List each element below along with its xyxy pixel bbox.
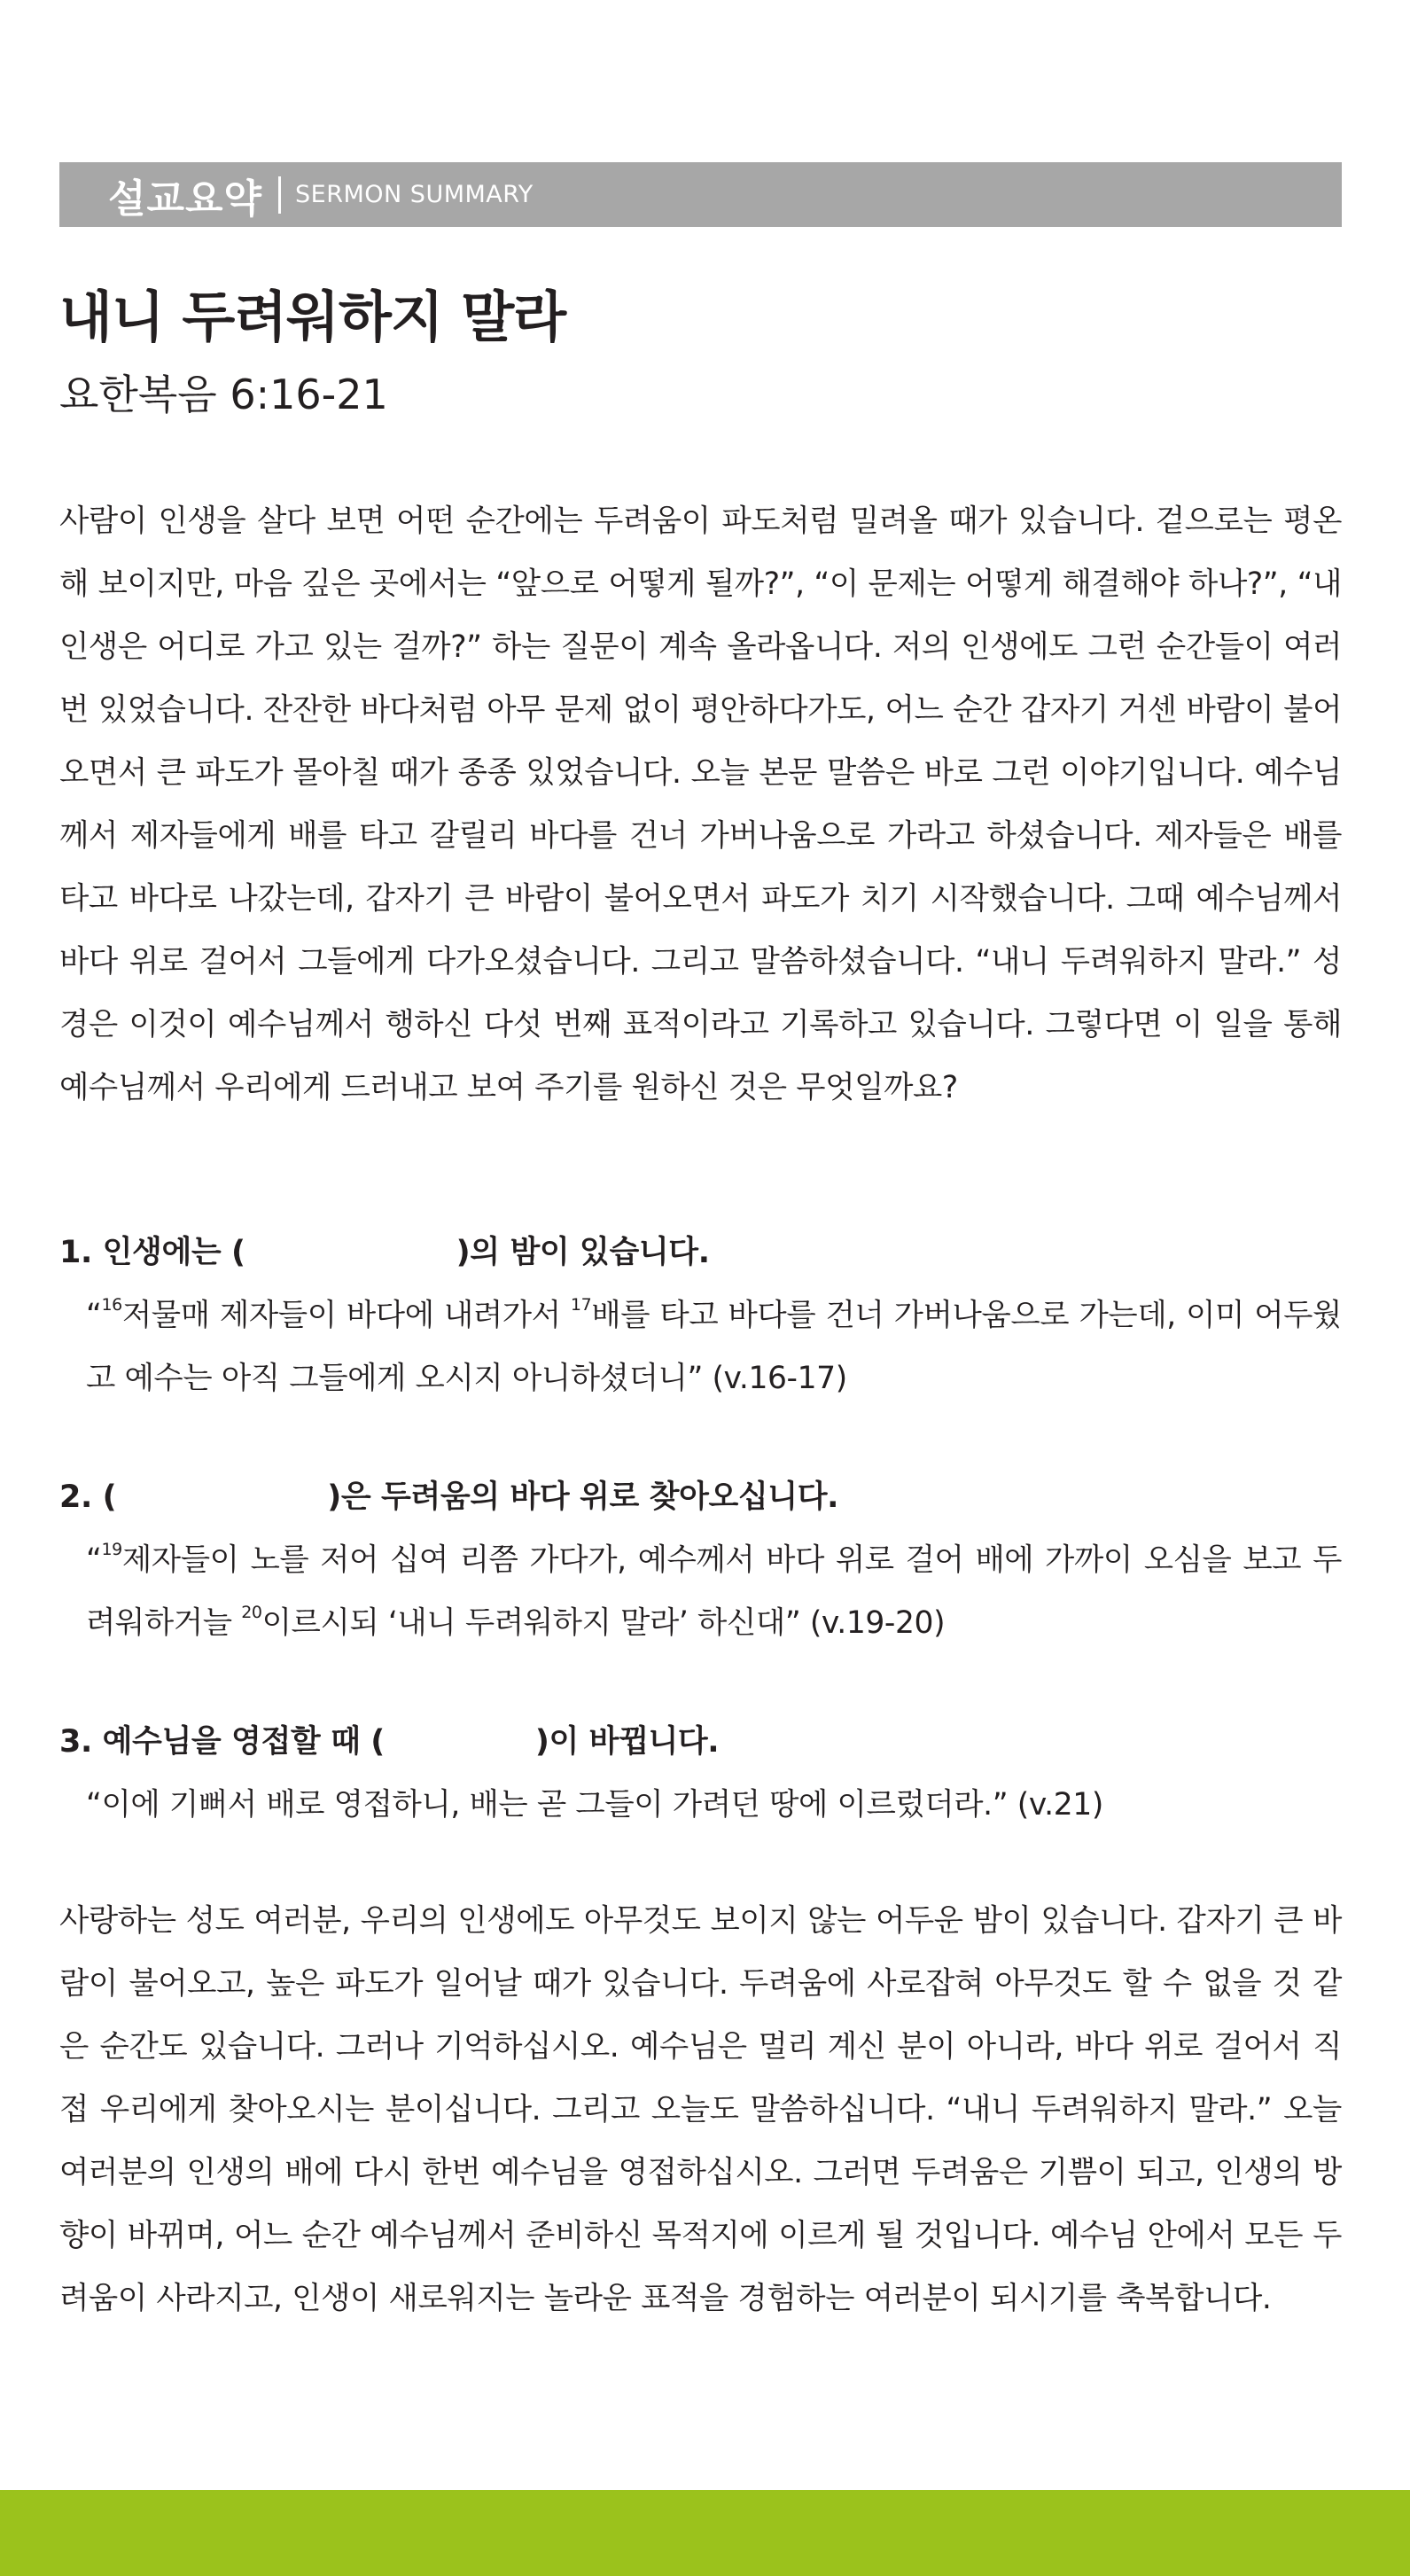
verse-number: 17 — [570, 1294, 592, 1315]
point-2-heading — [59, 1466, 1342, 1529]
verse-number: 16 — [101, 1294, 122, 1315]
quote-mark: “ — [86, 1298, 102, 1333]
point-1-heading-after: )의 밤이 있습니다. — [456, 1235, 710, 1270]
point-3-verse: “이에 기뻐서 배로 영접하니, 배는 곧 그들이 가려던 땅에 이르렀더라.” (v.21) — [86, 1787, 1103, 1823]
point-1-heading-before: 1. 인생에는 ( — [59, 1235, 245, 1270]
section-title: 설교요약 — [108, 176, 263, 222]
scripture-reference: 요한복음 6:16-21 — [59, 371, 388, 418]
point-1-verse — [86, 1284, 1342, 1410]
verse-number: 20 — [241, 1602, 262, 1622]
point-3-heading-after: )이 바뀝니다. — [534, 1724, 720, 1760]
point-3-heading — [59, 1711, 1342, 1774]
verse-text: 제자들이 노를 저어 십여 리쯤 가다가, 예수께서 바다 위로 걸어 배에 가까이 오심을 보고 두려워하거늘 — [86, 1542, 1342, 1641]
verse-number: 19 — [101, 1539, 122, 1559]
point-2-heading-before: 2. ( — [59, 1479, 117, 1515]
section-subtitle: SERMON SUMMARY — [295, 181, 534, 208]
point-1-heading — [59, 1222, 1342, 1284]
sermon-title: 내니 두려워하지 말라 — [59, 285, 566, 349]
verse-text: 배를 타고 바다를 건너 가버나움으로 가는데, 이미 어두웠고 예수는 아직 그들에게 오시지 아니하셨더니” (v.16-17) — [86, 1298, 1342, 1396]
verse-text: 저물매 제자들이 바다에 내려가서 — [121, 1298, 571, 1333]
point-2-verse — [86, 1529, 1342, 1655]
closing-paragraph: 사랑하는 성도 여러분, 우리의 인생에도 아무것도 보이지 않는 어두운 밤이 있습니다. 갑자기 큰 바람이 불어오고, 높은 파도가 일어날 때가 있습니다. 두려움에 사로잡혀 아무것도 할 수 없을 것 같은 순간도 있습니다. 그러나 기억하십시오. 예수님은 멀리 계신 분이 아니라, 바다 위로 걸어서 직접 우리에게 찾아오시는 분이십니다. 그리고 오늘도 말씀하십니다. “내니 두려워하지 말라.” 오늘 여러분의 인생의 배에 다시 한번 예수님을 영접하십시오. 그러면 두려움은 기쁨이 되고, 인생의 방향이 바뀌며, 어느 순간 예수님께서 준비하신 목적지에 이르게 될 것입니다. 예수님 안에서 모든 두려움이 사라지고, 인생이 새로워지는 놀라운 표적을 경험하는 여러분이 되시기를 축복합니다. — [59, 1903, 1342, 2316]
section-header-bar — [59, 162, 1342, 227]
footer-bar — [0, 2490, 1410, 2576]
header-divider — [278, 176, 281, 214]
intro-paragraph: 사람이 인생을 살다 보면 어떤 순간에는 두려움이 파도처럼 밀려올 때가 있습니다. 겉으로는 평온해 보이지만, 마음 깊은 곳에서는 “앞으로 어떻게 될까?”, “이 문제는 어떻게 해결해야 하나?”, “내 인생은 어디로 가고 있는 걸까?” 하는 질문이 계속 올라옵니다. 저의 인생에도 그런 순간들이 여러 번 있었습니다. 잔잔한 바다처럼 아무 문제 없이 평안하다가도, 어느 순간 갑자기 거센 바람이 불어오면서 큰 파도가 몰아칠 때가 종종 있었습니다. 오늘 본문 말씀은 바로 그런 이야기입니다. 예수님께서 제자들에게 배를 타고 갈릴리 바다를 건너 가버나움으로 가라고 하셨습니다. 제자들은 배를 타고 바다로 나갔는데, 갑자기 큰 바람이 불어오면서 파도가 치기 시작했습니다. 그때 예수님께서 바다 위로 걸어서 그들에게 다가오셨습니다. 그리고 말씀하셨습니다. “내니 두려워하지 말라.” 성경은 이것이 예수님께서 행하신 다섯 번째 표적이라고 기록하고 있습니다. 그렇다면 이 일을 통해 예수님께서 우리에게 드러내고 보여 주기를 원하신 것은 무엇일까요? — [59, 503, 1342, 1105]
quote-mark: “ — [86, 1542, 102, 1578]
verse-text: 이르시되 ‘내니 두려워하지 말라’ 하신대” (v.19-20) — [261, 1605, 946, 1641]
point-2-heading-after: )은 두려움의 바다 위로 찾아오십니다. — [327, 1479, 839, 1515]
point-3-heading-before: 3. 예수님을 영접할 때 ( — [59, 1724, 385, 1760]
